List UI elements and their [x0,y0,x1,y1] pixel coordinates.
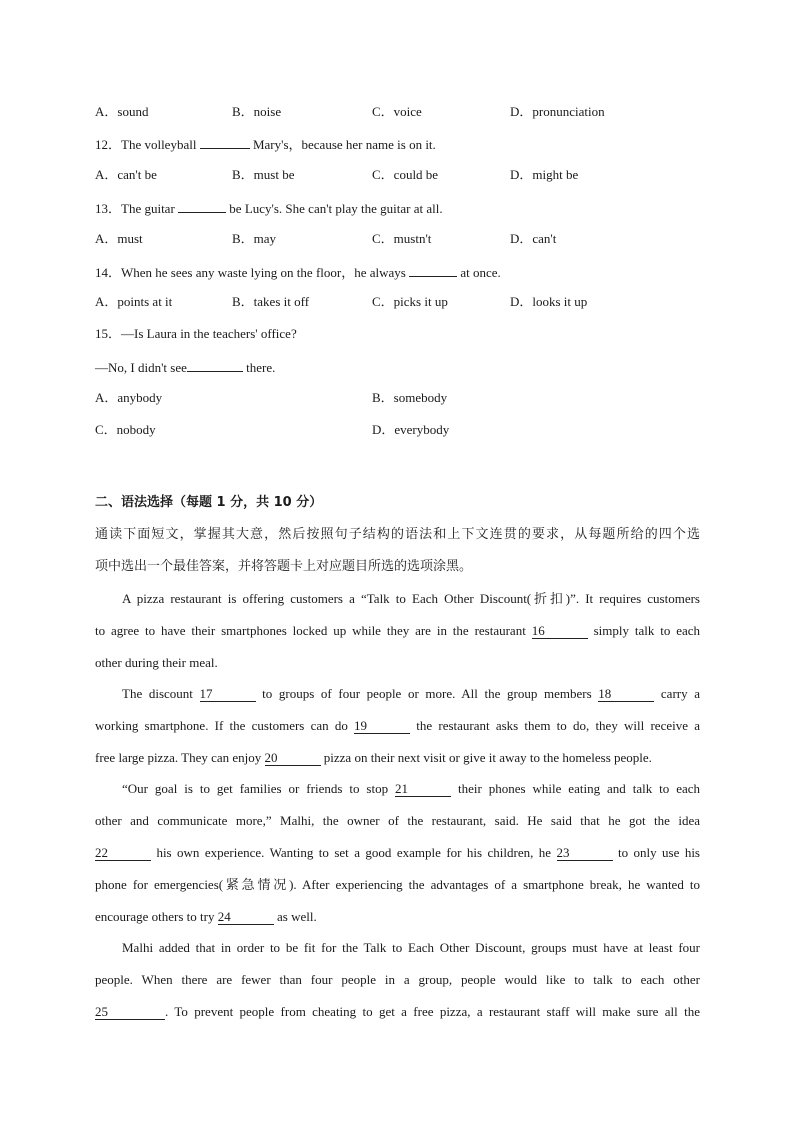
q11-option-b: B．noise [232,104,282,119]
p3-l5-post: as well. [273,909,317,924]
p2-line-1 [95,678,700,710]
blank-24: 24 [218,910,274,925]
p2-line-2 [95,710,700,742]
p2-l1-post: carry a [654,686,701,701]
question-12 [95,135,436,153]
blank-25: 25 [95,1005,165,1020]
q13-text-post: be Lucy's. She can't play the guitar at all. [226,201,443,216]
q11-option-c: C．voice [372,104,422,119]
q12-text-pre: 12．The volleyball [95,137,200,152]
blank-17: 17 [200,687,256,702]
q11-option-d: D．pronunciation [510,104,605,119]
question-15-answer-line [95,358,275,376]
q12-text-post: Mary's，because her name is on it. [249,137,436,152]
p3-line-3 [95,837,700,869]
section-heading: 二、语法选择（每题 1 分，共 10 分） [95,495,323,510]
passage-paragraph-4 [95,932,700,1028]
q15-text-pre: —No, I didn't see [95,360,187,375]
q15-option-d: D．everybody [372,422,450,437]
p2-l1-mid: to groups of four people or more. All the group members [255,686,599,701]
q12-option-d: D．might be [510,167,579,182]
p3-line-4: phone for emergencies(紧急情况). After experiencing the advantages of a smartphone break, he wanted to [95,877,700,892]
blank-22: 22 [95,846,151,861]
instructions-line-1: 通读下面短文，掌握其大意，然后按照句子结构的语法和上下文连贯的要求，从每题所给的四个选 [95,527,700,542]
q13-blank [178,199,226,213]
p1-l2-pre: to agree to have their smartphones locked up while they are in the restaurant [95,623,532,638]
q15-option-a: A．anybody [95,390,163,405]
p3-l1-post: their phones while eating and talk to each [451,781,701,796]
p3-l1-pre: “Our goal is to get families or friends to stop [122,781,396,796]
q12-option-b: B．must be [232,167,295,182]
q15-blank [187,358,243,372]
q15-option-c: C．nobody [95,422,156,437]
p2-l3-post: pizza on their next visit or give it away to the homeless people. [320,750,652,765]
q12-option-a: A．can't be [95,167,157,182]
passage-paragraph-3 [95,773,700,933]
blank-18: 18 [598,687,654,702]
p4-line-1: Malhi added that in order to be fit for the Talk to Each Other Discount, groups must have at least four [122,940,700,955]
p4-l3-post: . To prevent people from cheating to get a free pizza, a restaurant staff will make sure all the [165,1004,700,1019]
q14-option-c: C．picks it up [372,294,448,309]
p2-l2-post: the restaurant asks them to do, they will receive a [410,718,700,733]
q12-option-c: C．could be [372,167,439,182]
p2-l1-pre: The discount [122,686,200,701]
p3-line-5 [95,901,700,933]
q13-option-d: D．can't [510,231,557,246]
q14-option-b: B．takes it off [232,294,310,309]
p1-line-2 [95,615,700,647]
p1-line-1: A pizza restaurant is offering customers a “Talk to Each Other Discount(折扣)”. It requires customers [122,591,700,606]
q15-text-post: there. [242,360,276,375]
blank-23: 23 [557,846,613,861]
instructions-line-2: 项中选出一个最佳答案，并将答题卡上对应题目所选的选项涂黑。 [95,559,473,574]
q13-option-a: A．must [95,231,143,246]
question-14 [95,263,501,281]
q13-text-pre: 13．The guitar [95,201,179,216]
p4-line-2: people. When there are fewer than four people in a group, people would like to talk to each other [95,972,700,987]
q12-blank [200,135,250,149]
question-15: 15．—Is Laura in the teachers' office? [95,326,297,341]
q14-text-post: at once. [457,265,501,280]
p3-l5-pre: encourage others to try [95,909,218,924]
q15-option-b: B．somebody [372,390,448,405]
q14-option-a: A．points at it [95,294,173,309]
p4-line-3 [95,996,700,1028]
q13-option-b: B．may [232,231,277,246]
blank-20: 20 [265,751,321,766]
blank-21: 21 [395,782,451,797]
q14-blank [409,263,457,277]
question-13 [95,199,443,217]
p3-l3-post: his own experience. Wanting to set a good example for his children, he [151,845,557,860]
blank-16: 16 [532,624,588,639]
p2-l3-pre: free large pizza. They can enjoy [95,750,265,765]
q13-option-c: C．mustn't [372,231,432,246]
passage-paragraph-1 [95,583,700,679]
p1-line-3: other during their meal. [95,655,218,670]
p2-l2-pre: working smartphone. If the customers can do [95,718,355,733]
q14-text-pre: 14．When he sees any waste lying on the floor，he always [95,265,410,280]
p3-l3-end: to only use his [612,845,700,860]
passage-paragraph-2 [95,678,700,774]
p3-line-1 [95,773,700,805]
p3-line-2: other and communicate more,” Malhi, the owner of the restaurant, said. He said that he got the idea [95,813,700,828]
p2-line-3 [95,742,700,774]
q11-option-a: A．sound [95,104,149,119]
blank-19: 19 [354,719,410,734]
p1-l2-post: simply talk to each [587,623,701,638]
q14-option-d: D．looks it up [510,294,588,309]
